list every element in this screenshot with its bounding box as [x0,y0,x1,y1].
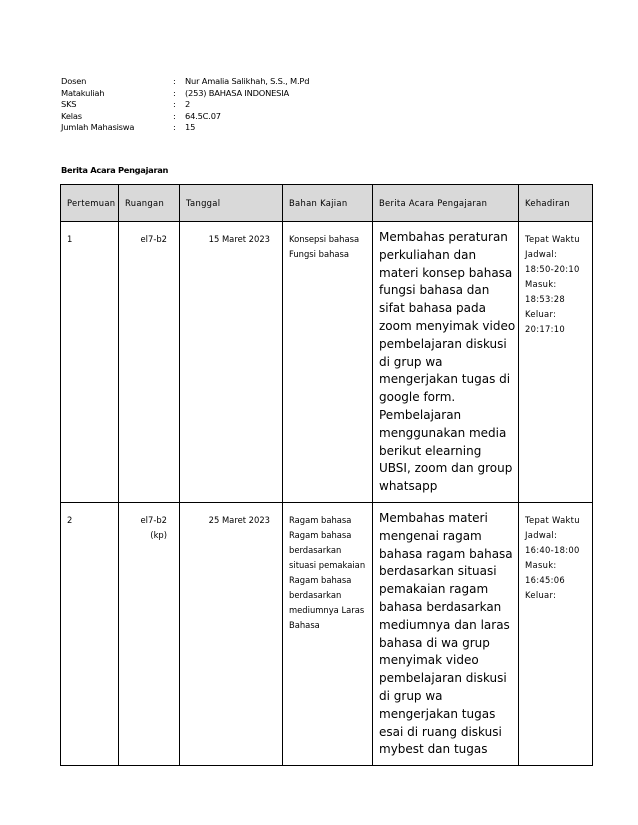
teaching-report-table [60,184,593,766]
header-berita-acara: Berita Acara Pengajaran [373,185,519,222]
cell-bahan-kajian: Konsepsi bahasa Fungsi bahasa [283,222,373,503]
info-row-matakuliah [61,88,309,100]
info-row-jumlah-mahasiswa [61,122,309,134]
info-label: Jumlah Mahasiswa [61,122,135,133]
header-ruangan: Ruangan [119,185,180,222]
info-value: 2 [185,99,191,110]
info-separator: : [173,122,176,133]
info-separator: : [173,99,176,110]
cell-pertemuan: 1 [61,222,119,503]
cell-kehadiran: Tepat Waktu Jadwal: 18:50-20:10 Masuk: 18:53:28 Keluar: 20:17:10 [519,222,593,503]
table-row [61,222,593,503]
info-value: 15 [185,122,196,133]
info-row-kelas [61,111,309,123]
table-header-row [61,185,593,222]
cell-bahan-kajian: Ragam bahasa Ragam bahasa berdasarkan situasi pemakaian Ragam bahasa berdasarkan mediumnya Laras Bahasa [283,502,373,765]
cell-ruangan: el7-b2 [119,222,180,503]
cell-berita-acara: Membahas materi mengenai ragam bahasa ragam bahasa berdasarkan situasi pemakaian ragam bahasa berdasarkan mediumnya dan laras bahasa di wa grup menyimak video pembelajaran diskusi di grup wa mengerjakan tugas esai di ruang diskusi mybest dan tugas [373,502,519,765]
header-kehadiran: Kehadiran [519,185,593,222]
info-row-sks [61,99,309,111]
header-tanggal: Tanggal [180,185,283,222]
course-info [61,76,309,134]
info-separator: : [173,87,176,98]
section-title: Berita Acara Pengajaran [61,165,169,175]
cell-ruangan: el7-b2 (kp) [119,502,180,765]
info-separator: : [173,110,176,121]
info-value: 64.5C.07 [185,110,221,121]
header-pertemuan: Pertemuan [61,185,119,222]
info-row-dosen [61,76,309,88]
header-bahan-kajian: Bahan Kajian [283,185,373,222]
info-label: SKS [61,99,77,110]
info-value: (253) BAHASA INDONESIA [185,87,289,98]
info-value: Nur Amalia Salikhah, S.S., M.Pd [185,76,310,86]
info-label: Dosen [61,76,87,86]
cell-pertemuan: 2 [61,502,119,765]
info-label: Matakuliah [61,87,105,98]
table-row [61,502,593,765]
cell-tanggal: 15 Maret 2023 [180,222,283,503]
cell-tanggal: 25 Maret 2023 [180,502,283,765]
cell-kehadiran: Tepat Waktu Jadwal: 16:40-18:00 Masuk: 16:45:06 Keluar: [519,502,593,765]
info-label: Kelas [61,110,82,121]
cell-berita-acara: Membahas peraturan perkuliahan dan materi konsep bahasa fungsi bahasa dan sifat bahasa pada zoom menyimak video pembelajaran diskusi di grup wa mengerjakan tugas di google form. Pembelajaran menggunakan media berikut elearning UBSI, zoom dan group whatsapp [373,222,519,503]
info-separator: : [173,76,176,86]
